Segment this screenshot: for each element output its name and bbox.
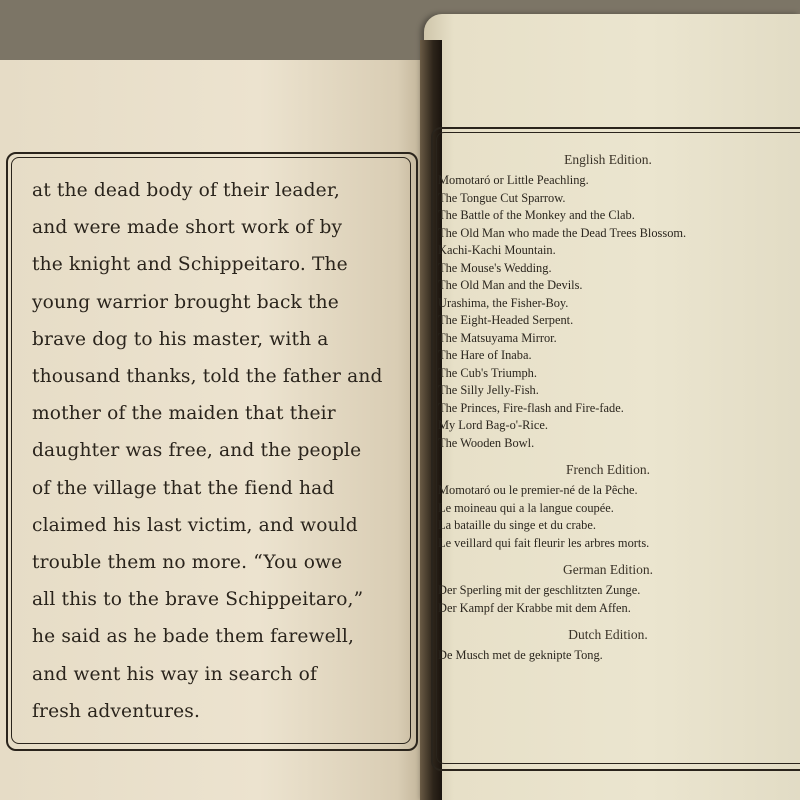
title-item: Urashima, the Fisher-Boy.	[438, 295, 569, 310]
edition-heading: German Edition.	[563, 562, 653, 577]
story-line: of the village that the fiend had	[32, 477, 335, 499]
title-item: Der Kampf der Krabbe mit dem Affen.	[438, 600, 631, 615]
french-edition-section	[438, 462, 798, 552]
story-line: young warrior brought back the	[32, 291, 339, 313]
story-line: trouble them no more. “You owe	[32, 552, 343, 574]
title-item: Le veillard qui fait fleurir les arbres morts.	[438, 535, 650, 550]
title-item: The Old Man who made the Dead Trees Blossom.	[438, 225, 687, 240]
title-item: The Mouse's Wedding.	[438, 260, 552, 275]
title-item: La bataille du singe et du crabe.	[438, 518, 596, 532]
title-item: The Hare of Inaba.	[438, 348, 532, 362]
title-item: The Princes, Fire-flash and Fire-fade.	[438, 400, 624, 415]
edition-heading: English Edition.	[564, 152, 652, 167]
title-item: The Eight-Headed Serpent.	[438, 313, 574, 327]
title-item: The Battle of the Monkey and the Clab.	[438, 208, 635, 222]
story-line: the knight and Schippeitaro. The	[32, 254, 348, 276]
title-item: The Tongue Cut Sparrow.	[438, 190, 566, 205]
story-line: daughter was free, and the people	[32, 440, 362, 462]
story-line: mother of the maiden that their	[32, 403, 336, 425]
story-line: claimed his last victim, and would	[32, 514, 358, 536]
title-item: Der Sperling mit der geschlitzten Zunge.	[438, 583, 641, 597]
story-line: and went his way in search of	[32, 663, 318, 685]
story-line: he said as he bade them farewell,	[32, 626, 355, 648]
title-item: Momotaró ou le premier-né de la Pêche.	[438, 483, 638, 497]
title-item: De Musch met de geknipte Tong.	[438, 648, 603, 662]
story-line: and were made short work of by	[32, 217, 343, 239]
story-line: all this to the brave Schippeitaro,”	[32, 589, 364, 611]
editions-list	[438, 152, 798, 675]
title-item: Momotaró or Little Peachling.	[438, 173, 589, 187]
german-edition-section	[438, 562, 798, 617]
story-line: thousand thanks, told the father and	[32, 366, 383, 388]
dutch-edition-section	[438, 627, 798, 665]
title-item: Le moineau qui a la langue coupée.	[438, 500, 614, 515]
edition-heading: French Edition.	[566, 462, 650, 477]
story-line: brave dog to his master, with a	[32, 328, 329, 350]
title-item: Kachi-Kachi Mountain.	[438, 243, 556, 257]
title-item: The Matsuyama Mirror.	[438, 330, 557, 345]
title-item: The Wooden Bowl.	[438, 435, 535, 450]
story-text	[32, 172, 412, 730]
english-edition-section	[438, 152, 798, 452]
story-line: fresh adventures.	[32, 700, 201, 722]
title-item: The Silly Jelly-Fish.	[438, 383, 539, 397]
title-item: The Old Man and the Devils.	[438, 278, 583, 292]
edition-heading: Dutch Edition.	[568, 627, 648, 642]
story-line: at the dead body of their leader,	[32, 180, 340, 201]
title-item: My Lord Bag-o'-Rice.	[438, 418, 548, 432]
title-item: The Cub's Triumph.	[438, 365, 537, 380]
